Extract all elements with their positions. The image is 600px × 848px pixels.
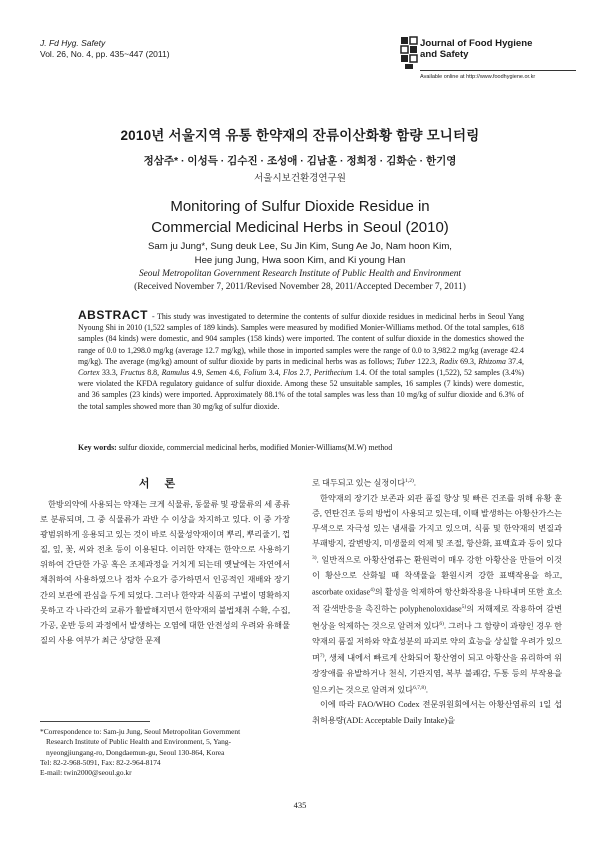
journal-reference bbox=[40, 38, 170, 60]
journal-abbrev: J. Fd Hyg. Safety bbox=[40, 38, 106, 48]
affiliation-english: Seoul Metropolitan Government Research Institute of Public Health and Environment bbox=[138, 269, 462, 279]
email-address: E-mail: twin2000@seoul.go.kr bbox=[40, 768, 132, 778]
abstract: ABSTRACT - This study was investigated to determine the contents of sulfur dioxide residues in medicinal herbs in Seoul Yang Nyoung Shi in 2010 (1,522 samples of 189 kinds). Samples were measured by modified Monier-Williams method. Of the total samples, 618 samples (84 kinds) were domestic, and 904 samples (158 kinds) were imported. The content of sulfur dioxide in the domestics showed the range of 0.0 to 1,298.0 mg/kg (average 12.7 mg/kg), while those in imported samples were the range of 0.0 to 3,982.2 mg/kg (average 42.4 mg/kg). The average (mg/kg) amount of sulfur dioxide by parts in medicinal herbs was as follows; Tuber 122.3, Radix 69.3, Rhizoma 37.4, Cortex 33.3, Fructus 8.8, Ramulus 4.9, Semen 4.6, Folium 3.4, Flos 2.7, Perithecium 1.4. Of the total samples (1,522), 52 samples (3.4%) were violated the KFDA regulatory guidance of sulfur dioxide. Among these 52 unsuitable samples, 16 samples (7 kinds) were domestic, and 36 samples (23 kinds) were imported. Approximately 88.1% of the total samples was less than 10 mg/kg of sulfur dioxide and 6.3% of the total samples showed more than 30 mg/kg of sulfur dioxide. bbox=[78, 308, 525, 411]
title-english: Monitoring of Sulfur Dioxide Residue in Commercial Medicinal Herbs in Seoul (2010) bbox=[151, 198, 449, 236]
journal-emblem-icon bbox=[400, 36, 418, 70]
logo-divider bbox=[420, 70, 576, 71]
correspondence-footnote: *Correspondence to: Sam-ju Jung, Seoul Metropolitan Government Research Institute of Public Health and Environment, 5, Yang- nyeongjiungang-ro, Dongdaemun-gu, Seoul 130-864, Korea Tel: 82-2-968-5091, Fax: 82-2-964-8174 E-mail: twin2000@seoul.go.kr bbox=[40, 727, 298, 778]
body-left-column bbox=[40, 497, 290, 648]
keywords: Key words: sulfur dioxide, commercial medicinal herbs, modified Monier-Williams(M.W) method bbox=[78, 443, 393, 452]
title-korean: 2010년 서울지역 유통 한약재의 잔류이산화황 함량 모니터링 bbox=[120, 128, 480, 143]
right-paragraph-1: 로 대두되고 있는 실정이다$^{1,2)}$. bbox=[312, 478, 416, 488]
journal-logo bbox=[400, 36, 580, 92]
affiliation-korean: 서울시보건환경연구원 bbox=[254, 174, 346, 184]
abstract-label: ABSTRACT bbox=[78, 308, 148, 322]
authors-korean: 정삼주* · 이성득 · 김수진 · 조성애 · 김남훈 · 정희정 · 김화순 · 한기영 bbox=[143, 155, 457, 167]
authors-english: Sam ju Jung*, Sung deuk Lee, Su Jin Kim, Sung Ae Jo, Nam hoon Kim, Hee jung Jung, Hwa soon Kim, and Ki young Han bbox=[148, 241, 452, 266]
body-right-column bbox=[312, 474, 562, 728]
footnote-divider bbox=[40, 721, 150, 722]
received-dates: (Received November 7, 2011/Revised November 28, 2011/Accepted December 7, 2011) bbox=[134, 282, 466, 292]
right-paragraph-3: 이에 따라 FAO/WHO Codex 전문위원회에서는 아황산염류의 1일 섭취허용량(ADI: Acceptable Daily Intake)을 bbox=[312, 700, 562, 725]
right-paragraph-2: 한약재의 장기간 보존과 외관 품질 향상 및 빠른 건조를 위해 유황 훈증, 연탄건조 등의 방법이 사용되고 있는데, 이때 발생하는 아황산가스는 무색으로 자극성 있는 냄새를 가지고 있으며, 식품 및 한약재의 변질과 부패방지, 갈변방지, 미생물의 억제 및 조절, 항산화, 표백효과 등이 있다$^{3)}$. 일반적으로 아황산염류는 환원력이 매우 강한 아황산을 만들어 이것이 황산으로 산화될 때 착색물을 환원시켜 강한 표백작용을 하고, ascorbate oxidase$^{4)}$의 활성을 억제하여 항산화작용을 나타내며 또한 효소적 갈색반응을 촉진하는 polyphenoloxidase$^{5)}$의 저해제로 작용하여 갈변현상을 억제하는 것으로 알려져 있다$^{6)}$. 그러나 그 함량이 과량인 경우 한약재의 품질 저하와 약효성분의 파괴로 약의 효능을 상실할 우려가 있으며$^{7)}$, 생체 내에서 빠르게 산화되어 황산염이 되고 아황산을 유리하여 위장장애를 유발하거나 천식, 기관지염, 복부 불쾌감, 두통 등의 부작용을 일으키는 것으로 알려져 있다$^{6,7,8)}$. bbox=[312, 493, 563, 695]
page-number: 435 bbox=[293, 800, 307, 810]
keywords-label: Key words: bbox=[78, 443, 117, 452]
logo-title: Journal of Food Hygiene and Safety bbox=[420, 38, 533, 60]
volume-info: Vol. 26, No. 4, pp. 435~447 (2011) bbox=[40, 49, 170, 59]
logo-url: Available online at http://www.foodhygiene.or.kr bbox=[420, 74, 536, 80]
left-paragraph: 한방의약에 사용되는 약재는 크게 식물류, 동물류 및 광물류의 세 종류로 분류되며, 그 중 식물류가 과반 수 이상을 차지하고 있다. 이 중 가장 광범위하게 응용되고 있는 것이 바로 식물성약재이며 뿌리, 뿌리줄기, 껍질, 잎, 꽃, 씨와 전초 등이 이용된다. 이러한 약재는 한약으로 사용하기 위하여 간단한 가공 혹은 조제과정을 거치게 되는데 옛날에는 자연에서 채취하여 사용하였으나 점차 수요가 증가하면서 인공적인 재배와 장기간의 보관에 관심을 두게 되었다. 그러나 한약과 식품의 구별이 명확하지 못하고 각 나라간의 교류가 활발해지면서 한약재의 불법채취 수확, 수집, 가공, 운반 등의 과정에서 발생하는 오염에 대한 안전성의 우려와 유해물질의 사용 여부가 최근 상당한 문제 bbox=[40, 500, 290, 645]
section-title: 서 론 bbox=[138, 478, 182, 490]
